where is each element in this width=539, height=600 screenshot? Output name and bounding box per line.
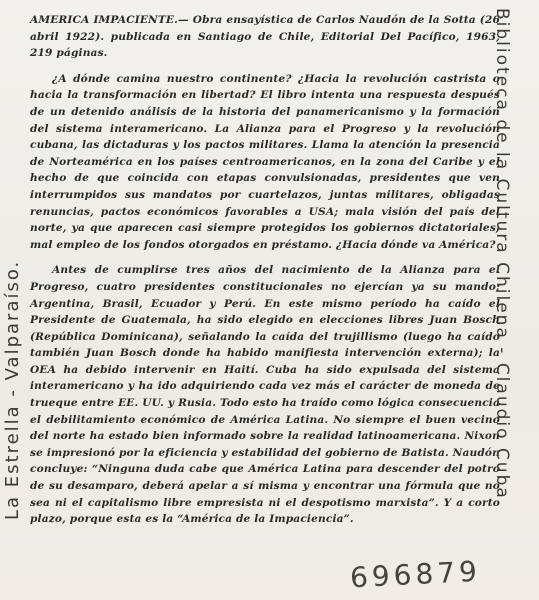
handwritten-catalog-number: 696879	[349, 554, 482, 595]
article-title: AMERICA IMPACIENTE.—	[30, 14, 189, 26]
article-header	[30, 12, 500, 62]
article-bibliographic-info: Obra ensayística de Carlos Naudón de la Sotta (26 abril 1922). publicada en Santiago de Chile, Editorial Del Pacífico, 1963, 219 páginas.	[30, 14, 500, 60]
article-paragraph-1: ¿A dónde camina nuestro continente? ¿Hacia la revolución castrista o hacia la transformación en libertad? El libro intenta una respuesta después de un detenido análisis de la historia del panamericanismo y la formación del sistema interamericano. La Alianza para el Progreso y la revolución cubana, las dictaduras y los pactos militares. Llama la atención la presencia de Norteamérica en los países centroamericanos, en la zona del Caribe y el hecho de que coincida con etapas convulsionadas, presidentes que ven interrumpidos sus mandatos por cuartelazos, juntas militares, obligadas renuncias, pactos económicos favorables a USA; mala visión del país del norte, ya que aparecen casi siempre protegidos los gobiernos dictatoriales; mal empleo de los fondos otorgados en préstamo. ¿Hacia dónde va América?	[30, 72, 500, 251]
article-body	[30, 12, 500, 537]
article-paragraph-2: Antes de cumplirse tres años del nacimiento de la Alianza para el Progreso, cuatro presidentes constitucionales no ejercían ya su mando; Argentina, Brasil, Ecuador y Perú. En este mismo período ha caído el Presidente de Guatemala, ha sido elegido en elecciones libres Juan Bosch (República Dominicana), señalando la caída del trujillismo (luego ha caído también Juan Bosch donde ha habido manifiesta intervención externa); la OEA ha debido intervenir en Haití. Cuba ha sido expulsada del sistema interamericano y ha ido adquiriendo cada vez más el carácter de moneda de trueque entre EE. UU. y Rusia. Todo esto ha traído como lógica consecuencia el debilitamiento económico de América Latina. No siempre el buen vecino del norte ha estado bien informado sobre la realidad latinoamericana. Nixon se impresionó por la eficiencia y estabilidad del gobierno de Batista. Naudón concluye: “Ninguna duda cabe que América Latina para descender del potro de su desamparo, deberá apelar a sí misma y encontrar una fórmula que no sea ni el capitalismo libre empresista ni el despotismo marxista”. Y a corto plazo, porque esta es la “América de la Impaciencia”.	[30, 264, 500, 526]
handwritten-source-note: La Estrella - Valparaíso.	[2, 259, 23, 520]
handwritten-collection-note: Biblioteca de la Cultura Chilena - Claudio Cuba	[492, 8, 512, 500]
